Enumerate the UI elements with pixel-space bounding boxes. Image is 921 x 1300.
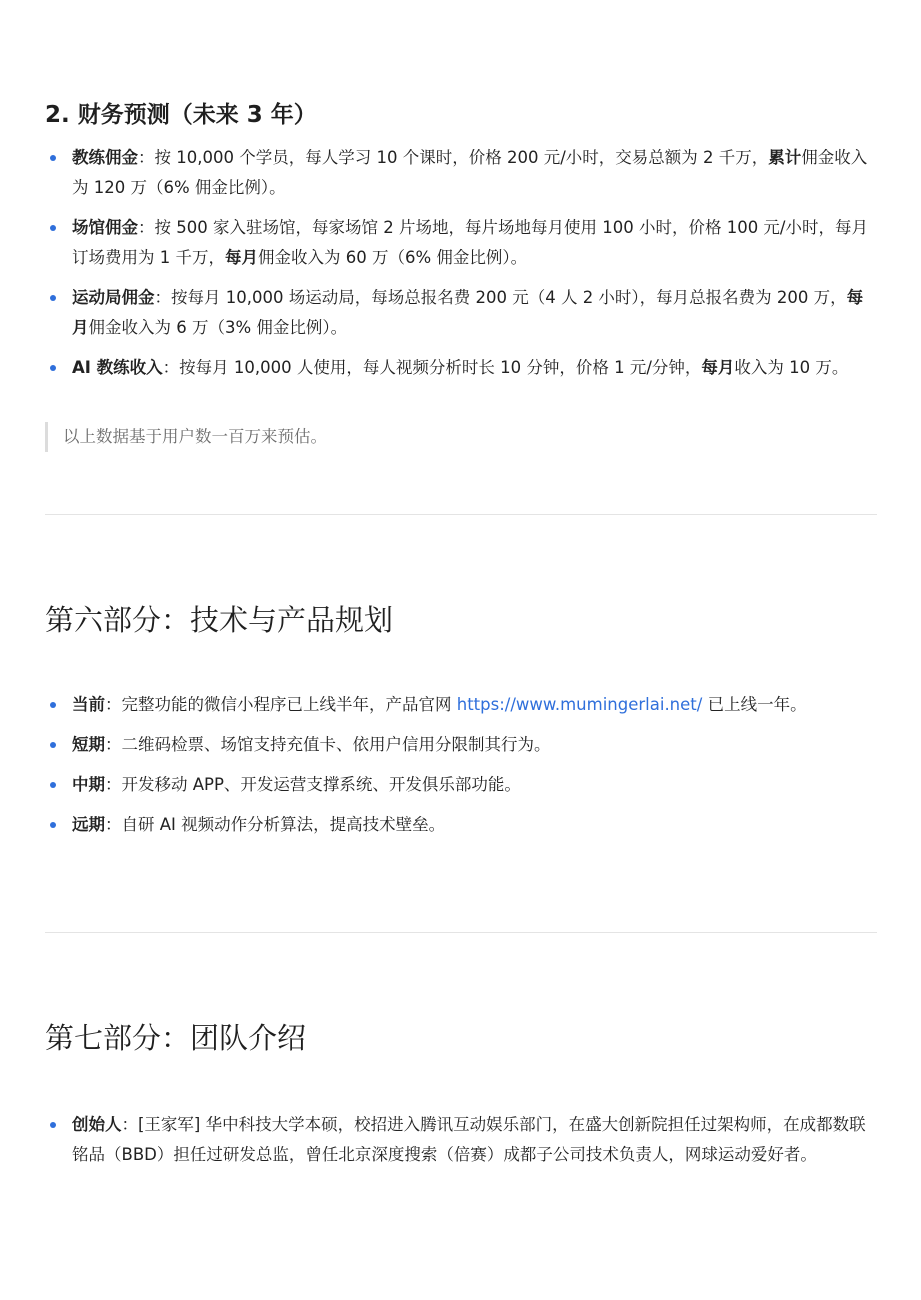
bullet-icon xyxy=(50,1122,56,1128)
bullet-icon xyxy=(50,822,56,828)
item-text: ：按 500 家入驻场馆，每家场馆 2 片场地，每片场地每月使用 100 小时，价格 100 元/小时，每月订场费用为 1 千万， xyxy=(72,218,868,267)
item-emphasis: 每月 xyxy=(72,288,864,337)
tech-list xyxy=(45,690,877,840)
section-heading-team: 第七部分：团队介绍 xyxy=(45,1021,307,1055)
bullet-icon xyxy=(50,295,56,301)
item-text: 佣金收入为 60 万（6% 佣金比例）。 xyxy=(258,248,528,267)
list-item xyxy=(45,353,877,383)
item-text: 已上线一年。 xyxy=(702,695,807,714)
finance-list xyxy=(45,143,877,383)
section-heading-finance: 2. 财务预测（未来 3 年） xyxy=(45,102,317,128)
item-label: AI 教练收入 xyxy=(72,358,163,377)
item-label: 当前 xyxy=(72,695,105,714)
item-label: 运动局佣金 xyxy=(72,288,155,307)
item-text: ：按每月 10,000 场运动局，每场总报名费 200 元（4 人 2 小时），每月总报名费为 200 万， xyxy=(154,288,847,307)
item-text: 收入为 10 万。 xyxy=(734,358,849,377)
bullet-icon xyxy=(50,155,56,161)
section-heading-tech: 第六部分：技术与产品规划 xyxy=(45,603,394,637)
list-item xyxy=(45,1110,877,1170)
item-text: ：按 10,000 个学员，每人学习 10 个课时，价格 200 元/小时，交易总额为 2 千万， xyxy=(138,148,769,167)
bullet-icon xyxy=(50,702,56,708)
item-label: 中期 xyxy=(72,775,105,794)
item-text: ：自研 AI 视频动作分析算法，提高技术壁垒。 xyxy=(105,815,446,834)
bullet-icon xyxy=(50,365,56,371)
item-label: 短期 xyxy=(72,735,105,754)
item-text: ：[王家军] 华中科技大学本硕，校招进入腾讯互动娱乐部门，在盛大创新院担任过架构师，在成都数联铭品（BBD）担任过研发总监，曾任北京深度搜索（倍赛）成都子公司技术负责人，网球运动爱好者。 xyxy=(72,1115,866,1164)
item-emphasis: 累计 xyxy=(768,148,802,167)
item-text: 佣金收入为 120 万（6% 佣金比例）。 xyxy=(72,148,868,197)
bullet-icon xyxy=(50,742,56,748)
item-label: 远期 xyxy=(72,815,105,834)
item-text: 佣金收入为 6 万（3% 佣金比例）。 xyxy=(88,318,348,337)
item-text: ：二维码检票、场馆支持充值卡、依用户信用分限制其行为。 xyxy=(105,735,551,754)
list-item xyxy=(45,770,877,800)
website-link[interactable]: https://www.mumingerlai.net/ xyxy=(456,695,703,714)
team-list xyxy=(45,1110,877,1170)
blockquote-note: 以上数据基于用户数一百万来预估。 xyxy=(45,422,883,452)
divider xyxy=(45,514,877,515)
list-item xyxy=(45,143,877,203)
list-item xyxy=(45,730,877,760)
item-emphasis: 每月 xyxy=(701,358,735,377)
divider xyxy=(45,932,877,933)
list-item xyxy=(45,213,877,273)
item-text: ：完整功能的微信小程序已上线半年，产品官网 xyxy=(105,695,457,714)
item-emphasis: 每月 xyxy=(225,248,258,267)
list-item xyxy=(45,690,877,720)
item-label: 创始人 xyxy=(72,1115,122,1134)
bullet-icon xyxy=(50,782,56,788)
item-text: ：按每月 10,000 人使用，每人视频分析时长 10 分钟，价格 1 元/分钟， xyxy=(162,358,702,377)
bullet-icon xyxy=(50,225,56,231)
item-text: ：开发移动 APP、开发运营支撑系统、开发俱乐部功能。 xyxy=(105,775,521,794)
list-item xyxy=(45,283,877,343)
list-item xyxy=(45,810,877,840)
item-label: 场馆佣金 xyxy=(72,218,138,237)
item-label: 教练佣金 xyxy=(72,148,138,167)
